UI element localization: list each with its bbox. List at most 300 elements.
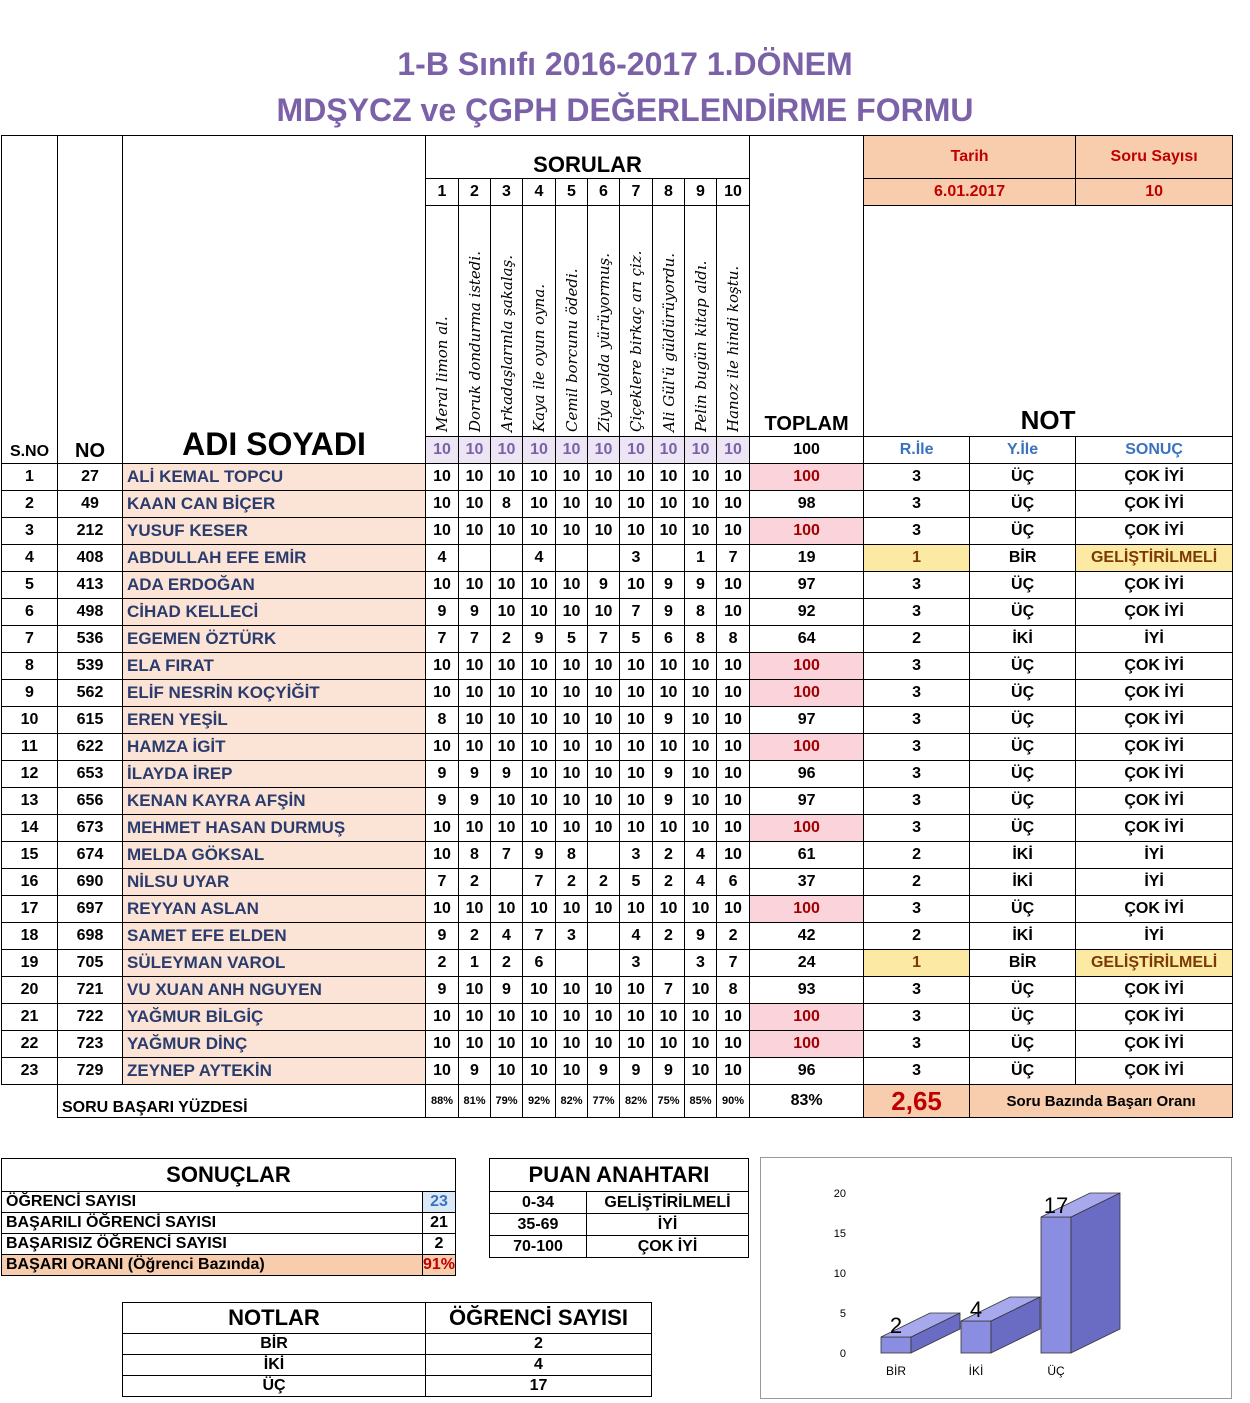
score-cell: 10 <box>653 680 685 707</box>
score-cell: 9 <box>459 599 491 626</box>
student-yile: ÜÇ <box>970 1058 1076 1085</box>
student-rile: 3 <box>864 653 970 680</box>
question-percent: 82% <box>556 1085 588 1118</box>
student-total: 61 <box>750 842 864 869</box>
score-cell: 10 <box>491 734 523 761</box>
tarih-header: Tarih <box>864 136 1076 179</box>
question-percent: 79% <box>491 1085 523 1118</box>
student-yile: ÜÇ <box>970 788 1076 815</box>
student-rile: 2 <box>864 923 970 950</box>
question-text <box>459 206 491 437</box>
student-total: 97 <box>750 707 864 734</box>
question-text-label: Pelin bugün kitap aldı. <box>691 260 710 432</box>
score-cell: 10 <box>685 896 717 923</box>
not-header: NOT <box>864 206 1233 437</box>
score-cell <box>653 950 685 977</box>
bar-front <box>961 1321 991 1353</box>
score-cell: 10 <box>556 599 588 626</box>
score-cell: 10 <box>653 1031 685 1058</box>
score-cell <box>588 545 620 572</box>
score-cell: 4 <box>620 923 653 950</box>
score-cell: 10 <box>717 491 750 518</box>
score-cell: 10 <box>588 680 620 707</box>
bar-front <box>881 1337 911 1353</box>
student-row <box>2 896 1233 923</box>
student-row <box>2 572 1233 599</box>
student-result: İYİ <box>1076 923 1233 950</box>
score-cell: 10 <box>491 572 523 599</box>
student-row <box>2 788 1233 815</box>
score-cell: 10 <box>620 977 653 1004</box>
score-cell: 10 <box>653 518 685 545</box>
student-name: VU XUAN ANH NGUYEN <box>123 977 426 1004</box>
score-cell: 10 <box>620 680 653 707</box>
student-result: ÇOK İYİ <box>1076 1031 1233 1058</box>
max-score: 10 <box>620 437 653 464</box>
score-cell: 10 <box>717 680 750 707</box>
score-cell: 10 <box>685 815 717 842</box>
student-no: 723 <box>58 1031 123 1058</box>
score-cell: 10 <box>588 707 620 734</box>
student-total: 97 <box>750 788 864 815</box>
student-name: ZEYNEP AYTEKİN <box>123 1058 426 1085</box>
score-cell: 10 <box>588 464 620 491</box>
sorular-header: SORULAR <box>426 136 750 179</box>
student-total: 100 <box>750 680 864 707</box>
student-rile: 3 <box>864 491 970 518</box>
score-cell: 10 <box>653 464 685 491</box>
score-cell: 10 <box>653 491 685 518</box>
score-cell: 10 <box>459 734 491 761</box>
score-cell: 10 <box>459 707 491 734</box>
score-cell: 10 <box>620 653 653 680</box>
score-cell: 10 <box>556 788 588 815</box>
student-name: ABDULLAH EFE EMİR <box>123 545 426 572</box>
score-cell: 9 <box>588 1058 620 1085</box>
score-cell: 2 <box>717 923 750 950</box>
score-cell: 10 <box>653 653 685 680</box>
score-cell: 10 <box>459 572 491 599</box>
score-cell: 10 <box>426 491 459 518</box>
student-name: CİHAD KELLECİ <box>123 599 426 626</box>
score-cell: 8 <box>491 491 523 518</box>
student-result: GELİŞTİRİLMELİ <box>1076 950 1233 977</box>
question-text-label: Ali Gül'ü güldürüyordu. <box>659 252 678 432</box>
score-cell: 9 <box>620 1058 653 1085</box>
question-number: 3 <box>491 179 523 206</box>
student-name: HAMZA İGİT <box>123 734 426 761</box>
score-cell: 10 <box>717 842 750 869</box>
student-sno: 7 <box>2 626 58 653</box>
score-cell: 9 <box>426 599 459 626</box>
score-cell: 10 <box>491 1004 523 1031</box>
student-rile: 1 <box>864 950 970 977</box>
student-yile: ÜÇ <box>970 1004 1076 1031</box>
page-title-line-2: MDŞYCZ ve ÇGPH DEĞERLENDİRME FORMU <box>276 92 974 128</box>
score-cell: 10 <box>556 896 588 923</box>
score-cell: 10 <box>426 653 459 680</box>
score-cell: 10 <box>588 761 620 788</box>
sonuc-label: BAŞARISIZ ÖĞRENCİ SAYISI <box>2 1234 423 1255</box>
max-total: 100 <box>750 437 864 464</box>
student-yile: BİR <box>970 950 1076 977</box>
score-cell: 9 <box>685 572 717 599</box>
score-cell: 2 <box>556 869 588 896</box>
score-cell: 10 <box>717 464 750 491</box>
puan-range: 70-100 <box>490 1236 587 1258</box>
score-cell: 2 <box>653 923 685 950</box>
question-number: 2 <box>459 179 491 206</box>
score-cell: 7 <box>717 545 750 572</box>
score-cell: 8 <box>717 626 750 653</box>
student-yile: İKİ <box>970 626 1076 653</box>
chart-svg <box>761 1158 1231 1398</box>
student-row <box>2 518 1233 545</box>
score-cell: 10 <box>426 896 459 923</box>
student-row <box>2 923 1233 950</box>
no-header: NO <box>58 136 123 464</box>
score-cell: 10 <box>620 491 653 518</box>
score-cell: 9 <box>523 626 556 653</box>
student-total: 100 <box>750 518 864 545</box>
score-cell: 10 <box>459 1004 491 1031</box>
student-total: 100 <box>750 1004 864 1031</box>
score-cell: 10 <box>459 680 491 707</box>
student-rile: 2 <box>864 869 970 896</box>
student-row <box>2 869 1233 896</box>
question-number: 1 <box>426 179 459 206</box>
student-yile: ÜÇ <box>970 734 1076 761</box>
question-text <box>491 206 523 437</box>
question-percent: 77% <box>588 1085 620 1118</box>
student-row <box>2 464 1233 491</box>
not-count: 17 <box>426 1376 652 1397</box>
student-no: 705 <box>58 950 123 977</box>
student-name: SÜLEYMAN VAROL <box>123 950 426 977</box>
x-category-label: BİR <box>885 1364 907 1378</box>
student-rile: 3 <box>864 464 970 491</box>
score-cell: 9 <box>653 761 685 788</box>
student-no: 656 <box>58 788 123 815</box>
student-result: GELİŞTİRİLMELİ <box>1076 545 1233 572</box>
student-total: 93 <box>750 977 864 1004</box>
student-row <box>2 626 1233 653</box>
bar-value-label: 2 <box>889 1313 903 1338</box>
max-score: 10 <box>426 437 459 464</box>
question-percent: 82% <box>620 1085 653 1118</box>
student-rile: 2 <box>864 626 970 653</box>
score-cell: 3 <box>620 545 653 572</box>
student-result: ÇOK İYİ <box>1076 464 1233 491</box>
student-rile: 2 <box>864 842 970 869</box>
question-text <box>588 206 620 437</box>
student-sno: 23 <box>2 1058 58 1085</box>
sno-header: S.NO <box>2 136 58 464</box>
score-cell: 10 <box>620 734 653 761</box>
score-cell: 10 <box>523 599 556 626</box>
score-cell: 10 <box>491 707 523 734</box>
student-name: YUSUF KESER <box>123 518 426 545</box>
max-score: 10 <box>588 437 620 464</box>
score-cell: 10 <box>556 680 588 707</box>
score-cell: 10 <box>426 680 459 707</box>
student-no: 562 <box>58 680 123 707</box>
student-name: ADA ERDOĞAN <box>123 572 426 599</box>
score-cell: 9 <box>685 923 717 950</box>
score-cell: 10 <box>685 491 717 518</box>
score-cell: 4 <box>491 923 523 950</box>
student-name: NİLSU UYAR <box>123 869 426 896</box>
score-cell: 10 <box>717 572 750 599</box>
soru-basari-label: SORU BAŞARI YÜZDESİ <box>58 1085 426 1118</box>
question-number: 6 <box>588 179 620 206</box>
question-text <box>523 206 556 437</box>
score-cell: 9 <box>523 842 556 869</box>
student-rile: 3 <box>864 572 970 599</box>
student-yile: ÜÇ <box>970 707 1076 734</box>
score-cell: 10 <box>620 896 653 923</box>
score-cell: 10 <box>685 977 717 1004</box>
student-total: 100 <box>750 815 864 842</box>
score-cell: 10 <box>685 653 717 680</box>
student-no: 721 <box>58 977 123 1004</box>
average-label: Soru Bazında Başarı Oranı <box>970 1085 1233 1118</box>
score-cell: 10 <box>685 707 717 734</box>
student-sno: 5 <box>2 572 58 599</box>
rile-header: R.İle <box>864 437 970 464</box>
score-cell: 10 <box>685 734 717 761</box>
score-cell: 10 <box>556 1058 588 1085</box>
score-cell: 10 <box>685 464 717 491</box>
student-yile: İKİ <box>970 923 1076 950</box>
score-cell: 10 <box>523 761 556 788</box>
score-cell: 2 <box>491 950 523 977</box>
student-rile: 3 <box>864 977 970 1004</box>
score-cell: 4 <box>685 842 717 869</box>
not-label: İKİ <box>123 1355 426 1376</box>
student-rile: 3 <box>864 788 970 815</box>
score-cell: 10 <box>653 896 685 923</box>
score-cell: 10 <box>491 1058 523 1085</box>
score-cell: 8 <box>717 977 750 1004</box>
student-sno: 20 <box>2 977 58 1004</box>
student-no: 49 <box>58 491 123 518</box>
score-cell: 10 <box>588 599 620 626</box>
score-cell: 10 <box>426 842 459 869</box>
student-total: 42 <box>750 923 864 950</box>
score-cell <box>556 950 588 977</box>
student-result: ÇOK İYİ <box>1076 788 1233 815</box>
student-yile: ÜÇ <box>970 680 1076 707</box>
student-total: 64 <box>750 626 864 653</box>
student-result: İYİ <box>1076 869 1233 896</box>
question-text-label: Arkadaşlarınla şakalaş. <box>497 254 516 432</box>
question-text-label: Çiçeklere birkaç arı çiz. <box>627 250 645 432</box>
student-no: 408 <box>58 545 123 572</box>
student-result: ÇOK İYİ <box>1076 1058 1233 1085</box>
score-cell: 10 <box>588 1031 620 1058</box>
x-category-label: ÜÇ <box>1047 1364 1065 1378</box>
student-row <box>2 491 1233 518</box>
score-cell: 6 <box>523 950 556 977</box>
student-rile: 3 <box>864 518 970 545</box>
score-cell: 10 <box>556 1031 588 1058</box>
max-score: 10 <box>556 437 588 464</box>
question-number: 9 <box>685 179 717 206</box>
score-cell: 10 <box>491 788 523 815</box>
student-no: 212 <box>58 518 123 545</box>
student-row <box>2 707 1233 734</box>
score-cell: 9 <box>653 707 685 734</box>
y-tick-label: 20 <box>833 1188 846 1200</box>
student-row <box>2 545 1233 572</box>
score-cell: 10 <box>717 815 750 842</box>
student-rile: 3 <box>864 599 970 626</box>
score-cell: 10 <box>620 788 653 815</box>
score-cell: 1 <box>685 545 717 572</box>
student-no: 729 <box>58 1058 123 1085</box>
total-percent: 83% <box>750 1085 864 1118</box>
score-cell: 10 <box>491 680 523 707</box>
max-score: 10 <box>459 437 491 464</box>
student-result: ÇOK İYİ <box>1076 707 1233 734</box>
score-cell: 9 <box>426 761 459 788</box>
score-cell: 7 <box>523 923 556 950</box>
student-name: YAĞMUR BİLGİÇ <box>123 1004 426 1031</box>
student-no: 413 <box>58 572 123 599</box>
sonuc-label: ÖĞRENCİ SAYISI <box>2 1192 423 1213</box>
score-cell: 10 <box>556 518 588 545</box>
score-cell: 10 <box>556 761 588 788</box>
score-cell: 10 <box>523 788 556 815</box>
student-name: MEHMET HASAN DURMUŞ <box>123 815 426 842</box>
student-result: ÇOK İYİ <box>1076 734 1233 761</box>
student-total: 100 <box>750 896 864 923</box>
student-name: ELA FIRAT <box>123 653 426 680</box>
score-cell: 10 <box>426 464 459 491</box>
score-cell: 9 <box>653 788 685 815</box>
score-cell: 10 <box>426 734 459 761</box>
notlar-table <box>122 1302 652 1397</box>
sonuc-value: 91% <box>422 1255 455 1276</box>
score-cell: 10 <box>426 572 459 599</box>
max-score: 10 <box>685 437 717 464</box>
score-cell: 10 <box>588 518 620 545</box>
score-cell: 10 <box>588 815 620 842</box>
score-cell: 10 <box>491 599 523 626</box>
score-cell: 10 <box>653 734 685 761</box>
student-yile: ÜÇ <box>970 977 1076 1004</box>
footer-row <box>2 1085 1233 1118</box>
score-cell: 9 <box>459 761 491 788</box>
score-cell: 10 <box>588 1004 620 1031</box>
student-no: 698 <box>58 923 123 950</box>
puan-anahtari-table <box>489 1158 749 1258</box>
score-cell: 10 <box>556 1004 588 1031</box>
student-sno: 17 <box>2 896 58 923</box>
question-text-label: Doruk dondurma istedi. <box>465 251 484 432</box>
student-total: 19 <box>750 545 864 572</box>
score-cell: 5 <box>620 869 653 896</box>
student-sno: 4 <box>2 545 58 572</box>
y-tick-label: 10 <box>833 1268 846 1280</box>
student-rile: 3 <box>864 680 970 707</box>
tarih-value: 6.01.2017 <box>864 179 1076 206</box>
question-percent: 92% <box>523 1085 556 1118</box>
score-cell: 10 <box>588 788 620 815</box>
score-cell: 10 <box>459 518 491 545</box>
student-no: 498 <box>58 599 123 626</box>
score-cell: 7 <box>717 950 750 977</box>
student-total: 100 <box>750 734 864 761</box>
student-sno: 6 <box>2 599 58 626</box>
max-score: 10 <box>523 437 556 464</box>
student-sno: 11 <box>2 734 58 761</box>
score-cell: 7 <box>426 869 459 896</box>
sonuc-value: 2 <box>422 1234 455 1255</box>
student-rile: 3 <box>864 761 970 788</box>
question-percent: 88% <box>426 1085 459 1118</box>
score-cell: 10 <box>491 518 523 545</box>
score-cell: 10 <box>620 1031 653 1058</box>
score-cell: 10 <box>523 815 556 842</box>
score-cell: 10 <box>588 734 620 761</box>
y-tick-label: 15 <box>833 1228 846 1240</box>
score-cell: 10 <box>685 1004 717 1031</box>
score-cell: 10 <box>523 734 556 761</box>
not-label: ÜÇ <box>123 1376 426 1397</box>
student-name: YAĞMUR DİNÇ <box>123 1031 426 1058</box>
student-rile: 3 <box>864 734 970 761</box>
student-total: 97 <box>750 572 864 599</box>
student-sno: 2 <box>2 491 58 518</box>
student-total: 100 <box>750 464 864 491</box>
student-sno: 18 <box>2 923 58 950</box>
grade-chart <box>760 1157 1232 1399</box>
score-cell: 10 <box>717 896 750 923</box>
student-yile: ÜÇ <box>970 653 1076 680</box>
score-cell: 10 <box>523 653 556 680</box>
score-cell: 10 <box>717 599 750 626</box>
student-yile: BİR <box>970 545 1076 572</box>
student-result: ÇOK İYİ <box>1076 653 1233 680</box>
score-cell: 10 <box>556 464 588 491</box>
score-cell: 10 <box>685 680 717 707</box>
not-label: BİR <box>123 1334 426 1355</box>
not-count: 2 <box>426 1334 652 1355</box>
score-cell: 10 <box>556 572 588 599</box>
average-score: 2,65 <box>864 1085 970 1118</box>
student-rile: 1 <box>864 545 970 572</box>
student-total: 100 <box>750 1031 864 1058</box>
score-cell: 10 <box>459 977 491 1004</box>
student-no: 697 <box>58 896 123 923</box>
student-name: EGEMEN ÖZTÜRK <box>123 626 426 653</box>
score-cell: 2 <box>459 869 491 896</box>
score-cell: 10 <box>717 761 750 788</box>
sonuc-label: BAŞARI ORANI (Öğrenci Bazında) <box>2 1255 423 1276</box>
soru-sayisi-value: 10 <box>1076 179 1233 206</box>
score-cell: 1 <box>459 950 491 977</box>
student-name: EREN YEŞİL <box>123 707 426 734</box>
score-cell: 8 <box>426 707 459 734</box>
score-cell <box>491 545 523 572</box>
score-cell: 10 <box>459 464 491 491</box>
student-result: ÇOK İYİ <box>1076 977 1233 1004</box>
student-rile: 3 <box>864 1031 970 1058</box>
student-row <box>2 1058 1233 1085</box>
student-rile: 3 <box>864 1058 970 1085</box>
